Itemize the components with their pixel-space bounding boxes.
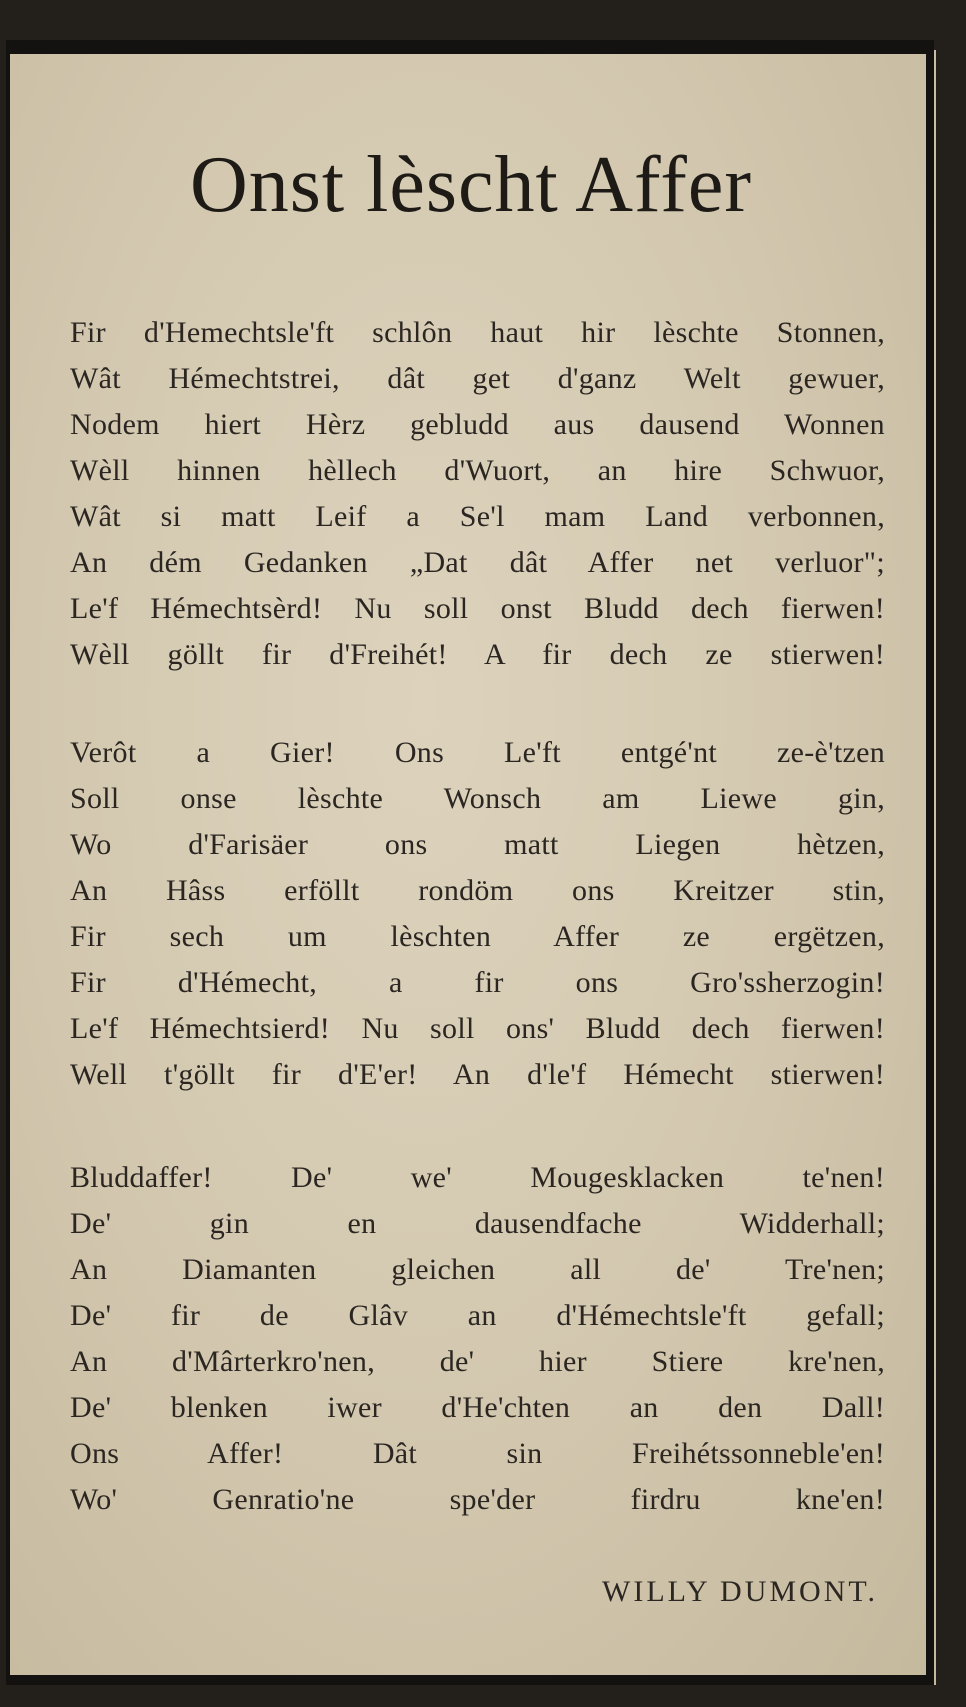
poem-line: Fir sech um lèschten Affer ze ergëtzen, — [70, 920, 885, 953]
poem-line: Wo' Genratio'ne spe'der firdru kne'en! — [70, 1483, 885, 1516]
poem-line: An d'Mârterkro'nen, de' hier Stiere kre'nen, — [70, 1345, 885, 1378]
poem-line: Soll onse lèschte Wonsch am Liewe gin, — [70, 782, 885, 815]
poem-line: Ons Affer! Dât sin Freihétssonneble'en! — [70, 1437, 885, 1470]
poem-line: An Diamanten gleichen all de' Tre'nen; — [70, 1253, 885, 1286]
stanza-3 — [70, 1155, 885, 1523]
poem-line: Bluddaffer! De' we' Mougesklacken te'nen! — [70, 1161, 885, 1194]
poem-line: Nodem hiert Hèrz gebludd aus dausend Wonnen — [70, 408, 885, 441]
poem-line: Wât si matt Leif a Se'l mam Land verbonnen, — [70, 500, 885, 533]
poem-line: An dém Gedanken „Dat dât Affer net verluor"; — [70, 546, 885, 579]
poem-line: Wèll göllt fir d'Freihét! A fir dech ze stierwen! — [70, 638, 885, 671]
stanza-2 — [70, 730, 885, 1098]
poem-line: Wo d'Farisäer ons matt Liegen hètzen, — [70, 828, 885, 861]
stanza-1 — [70, 310, 885, 678]
poem-line: De' gin en dausendfache Widderhall; — [70, 1207, 885, 1240]
poem-line: De' fir de Glâv an d'Hémechtsle'ft gefall; — [70, 1299, 885, 1332]
poem-line: Le'f Hémechtsèrd! Nu soll onst Bludd dech fierwen! — [70, 592, 885, 625]
poem-line: Well t'göllt fir d'E'er! An d'le'f Hémecht stierwen! — [70, 1058, 885, 1091]
poem-line: Verôt a Gier! Ons Le'ft entgé'nt ze-è'tzen — [70, 736, 885, 769]
poem-line: Le'f Hémechtsierd! Nu soll ons' Bludd dech fierwen! — [70, 1012, 885, 1045]
poem-title: Onst lèscht Affer — [189, 141, 753, 229]
poem-line: An Hâss erföllt rondöm ons Kreitzer stin, — [70, 874, 885, 907]
poem-line: Wât Hémechtstrei, dât get d'ganz Welt gewuer, — [70, 362, 885, 395]
poem-line: Fir d'Hémecht, a fir ons Gro'ssherzogin! — [70, 966, 885, 999]
poem-author: WILLY DUMONT. — [602, 1575, 878, 1608]
poem-line: De' blenken iwer d'He'chten an den Dall! — [70, 1391, 885, 1424]
poem-line: Wèll hinnen hèllech d'Wuort, an hire Schwuor, — [70, 454, 885, 487]
poem-line: Fir d'Hemechtsle'ft schlôn haut hir lèschte Stonnen, — [70, 316, 885, 349]
